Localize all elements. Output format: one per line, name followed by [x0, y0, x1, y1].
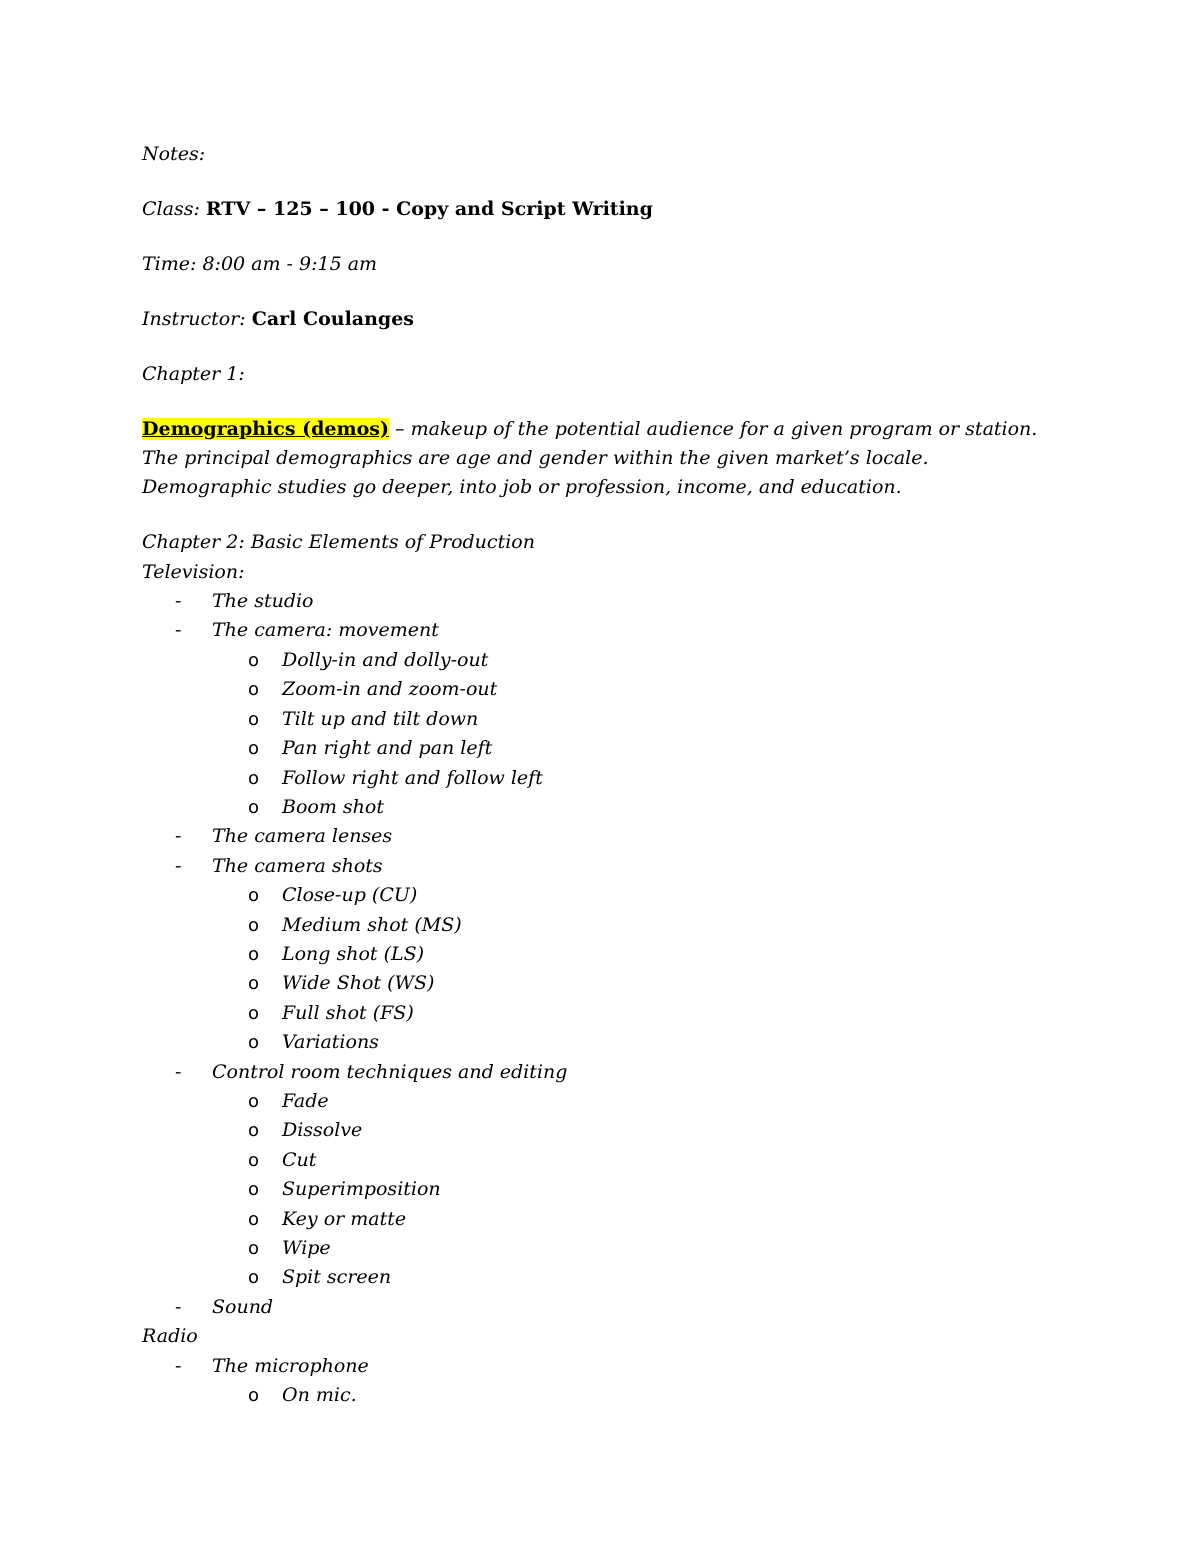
- sub-list-item-text: Follow right and follow left: [282, 766, 543, 789]
- circle-bullet: o: [248, 1385, 260, 1407]
- circle-bullet: o: [248, 914, 260, 936]
- sub-list-item: [142, 646, 1102, 675]
- sub-list-item-text: Pan right and pan left: [282, 737, 493, 760]
- circle-bullet: o: [248, 767, 260, 789]
- sub-list-item: [142, 764, 1102, 793]
- demographics-term: Demographics (demos): [142, 417, 389, 440]
- sub-list-item: [142, 1028, 1102, 1057]
- chapter-2-heading: Chapter 2: Basic Elements of Production: [142, 531, 535, 554]
- sub-list-item: [142, 793, 1102, 822]
- list-item: [142, 822, 1102, 851]
- sub-list-item: [142, 999, 1102, 1028]
- list-item-text: Control room techniques and editing: [212, 1060, 568, 1083]
- sub-list-item: [142, 881, 1102, 910]
- sub-list-item-text: Boom shot: [282, 795, 384, 818]
- sub-list-item: [142, 1175, 1102, 1204]
- circle-bullet: o: [248, 943, 260, 965]
- circle-bullet: o: [248, 1267, 260, 1289]
- list-item-text: The microphone: [212, 1354, 369, 1377]
- circle-bullet: o: [248, 708, 260, 730]
- circle-bullet: o: [248, 973, 260, 995]
- demographics-definition-line-1: [142, 415, 1102, 444]
- sub-list-item-text: Zoom-in and zoom-out: [282, 678, 498, 701]
- sub-list-item-text: Variations: [282, 1031, 379, 1054]
- sub-list-item: [142, 1087, 1102, 1116]
- list-item-text: The camera lenses: [212, 825, 393, 848]
- list-item: [142, 852, 1102, 881]
- sub-list-item-text: Dolly-in and dolly-out: [282, 648, 489, 671]
- circle-bullet: o: [248, 1179, 260, 1201]
- list-item-text: The studio: [212, 590, 314, 613]
- circle-bullet: o: [248, 1208, 260, 1230]
- sub-list-item: [142, 1146, 1102, 1175]
- circle-bullet: o: [248, 1238, 260, 1259]
- circle-bullet: o: [248, 679, 260, 701]
- circle-bullet: o: [248, 1090, 260, 1112]
- dash-bullet: -: [175, 619, 182, 642]
- dash-bullet: -: [175, 590, 182, 613]
- circle-bullet: o: [248, 1032, 260, 1054]
- sub-list-item: [142, 940, 1102, 969]
- list-item: [142, 1352, 1102, 1381]
- class-label: Class:: [142, 197, 200, 220]
- sub-list-item-text: Tilt up and tilt down: [282, 707, 479, 730]
- demographics-definition-line-2: The principal demographics are age and gender within the given market’s locale.: [142, 446, 929, 469]
- list-item: [142, 1058, 1102, 1087]
- dash-bullet: -: [175, 1295, 182, 1318]
- sub-list-item-text: Superimposition: [282, 1178, 441, 1201]
- class-value: RTV – 125 – 100 - Copy and Script Writing: [205, 197, 653, 220]
- circle-bullet: o: [248, 1002, 260, 1024]
- sub-list-item-text: Key or matte: [282, 1207, 407, 1230]
- sub-list-item-text: Spit screen: [282, 1266, 392, 1289]
- circle-bullet: o: [248, 796, 260, 818]
- circle-bullet: o: [248, 649, 260, 671]
- demographics-definition-line-3: Demographic studies go deeper, into job or profession, income, and education.: [142, 476, 902, 499]
- notes-content: [142, 140, 1102, 1410]
- dash-bullet: -: [175, 854, 182, 877]
- sub-list-item-text: Full shot (FS): [282, 1001, 414, 1024]
- sub-list-item: [142, 969, 1102, 998]
- class-line: [142, 195, 1102, 224]
- sub-list-item-text: Dissolve: [282, 1119, 363, 1142]
- radio-label: Radio: [142, 1325, 198, 1348]
- sub-list-item-text: On mic.: [282, 1384, 357, 1407]
- sub-list-item-text: Long shot (LS): [282, 942, 425, 965]
- sub-list-item: [142, 675, 1102, 704]
- notes-heading: Notes:: [142, 143, 206, 165]
- dash-bullet: -: [175, 1354, 182, 1377]
- sub-list-item: [142, 1205, 1102, 1234]
- list-item: [142, 1293, 1102, 1322]
- sub-list-item: [142, 705, 1102, 734]
- sub-list-item: [142, 734, 1102, 763]
- sub-list-item: [142, 911, 1102, 940]
- sub-list-item: [142, 1116, 1102, 1145]
- instructor-line: [142, 305, 1102, 334]
- list-item-text: Sound: [212, 1295, 274, 1318]
- sub-list-item: [142, 1381, 1102, 1410]
- circle-bullet: o: [248, 738, 260, 760]
- circle-bullet: o: [248, 885, 260, 907]
- sub-list-item: [142, 1234, 1102, 1263]
- list-item-text: The camera shots: [212, 854, 383, 877]
- dash-bullet: -: [175, 825, 182, 848]
- sub-list-item-text: Wipe: [282, 1237, 331, 1259]
- television-label: Television:: [142, 560, 245, 583]
- sub-list-item: [142, 1263, 1102, 1292]
- time-line: Time: 8:00 am - 9:15 am: [142, 252, 378, 275]
- sub-list-item-text: Wide Shot (WS): [282, 972, 435, 995]
- circle-bullet: o: [248, 1149, 260, 1171]
- dash-bullet: -: [175, 1060, 182, 1083]
- list-item-text: The camera: movement: [212, 619, 439, 642]
- chapter-1-heading: Chapter 1:: [142, 362, 245, 385]
- circle-bullet: o: [248, 1120, 260, 1142]
- sub-list-item-text: Cut: [282, 1148, 317, 1171]
- instructor-value: Carl Coulanges: [251, 307, 415, 330]
- sub-list-item-text: Medium shot (MS): [282, 913, 462, 936]
- sub-list-item-text: Close-up (CU): [282, 884, 418, 907]
- demographics-definition: – makeup of the potential audience for a given program or station.: [388, 417, 1038, 440]
- list-item: [142, 616, 1102, 645]
- list-item: [142, 587, 1102, 616]
- instructor-label: Instructor:: [142, 307, 246, 330]
- sub-list-item-text: Fade: [282, 1089, 329, 1112]
